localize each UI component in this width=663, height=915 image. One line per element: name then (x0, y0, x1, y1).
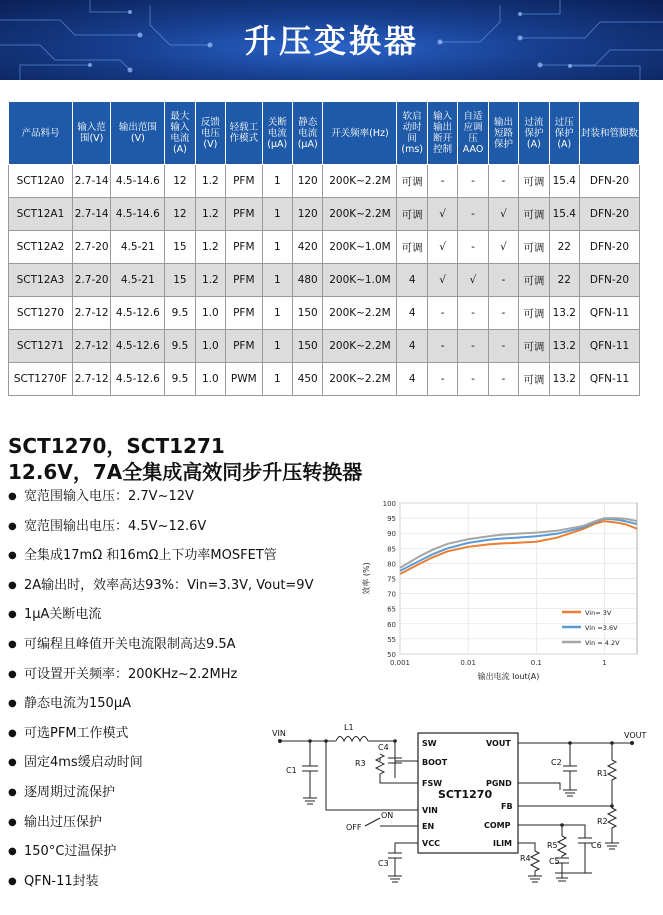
pin-vout: VOUT (486, 739, 511, 748)
bullet-icon: ● (8, 875, 17, 887)
y-tick-label: 85 (387, 545, 396, 554)
table-cell: 4.5-14.6 (111, 198, 165, 231)
table-cell: PFM (226, 264, 263, 297)
y-axis-label: 效率 (%) (362, 562, 371, 595)
table-cell: 15 (165, 264, 195, 297)
table-cell: 2.7-12 (72, 363, 111, 396)
table-cell: 200K~2.2M (323, 297, 397, 330)
table-cell: 2.7-14 (72, 165, 111, 198)
table-header-row (9, 102, 640, 165)
table-cell: 150 (293, 330, 323, 363)
pin-fsw: FSW (422, 779, 443, 788)
table-cell: 9.5 (165, 330, 195, 363)
table-cell: - (427, 297, 457, 330)
bullet-icon: ● (8, 491, 17, 502)
table-cell: SCT12A1 (9, 198, 73, 231)
table-cell: √ (427, 231, 457, 264)
table-cell: 2.7-12 (72, 297, 111, 330)
table-header-cell: 反馈电压(V) (195, 102, 225, 165)
bullet-icon: ● (8, 579, 17, 591)
table-cell: 4.5-21 (111, 231, 165, 264)
table-row (9, 330, 640, 363)
pin-vcc: VCC (422, 839, 440, 848)
feature-text: 输出过压保护 (24, 814, 103, 830)
feature-list (8, 488, 313, 902)
feature-item (8, 784, 313, 814)
table-cell: 4.5-12.6 (111, 297, 165, 330)
table-cell: 1 (262, 231, 292, 264)
table-cell: 480 (293, 264, 323, 297)
banner-title: 升压变换器 (243, 22, 419, 60)
table-cell: 可调 (519, 198, 549, 231)
table-cell: - (458, 231, 488, 264)
table-cell: SCT12A2 (9, 231, 73, 264)
feature-item (8, 725, 313, 755)
table-cell: 可调 (519, 363, 549, 396)
table-cell: 4 (397, 264, 427, 297)
table-cell: 1 (262, 198, 292, 231)
y-tick-label: 55 (387, 635, 396, 644)
vin-label: VIN (272, 729, 286, 738)
table-cell: 4.5-21 (111, 264, 165, 297)
table-cell: - (488, 330, 518, 363)
bullet-icon: ● (8, 757, 17, 769)
table-cell: PWM (226, 363, 263, 396)
c3-label: C3 (378, 859, 389, 868)
table-cell: 可调 (397, 198, 427, 231)
table-cell: 12 (165, 198, 195, 231)
y-tick-label: 95 (387, 515, 396, 524)
feature-text: 2A输出时，效率高达93%：Vin=3.3V, Vout=9V (24, 577, 314, 593)
table-cell: QFN-11 (580, 330, 640, 363)
table-header-cell: 过流保护(A) (519, 102, 549, 165)
table-body (9, 165, 640, 396)
c4-label: C4 (378, 743, 389, 752)
feature-item (8, 547, 313, 577)
feature-item (8, 873, 313, 903)
table-cell: - (488, 264, 518, 297)
table-cell: 200K~2.2M (323, 363, 397, 396)
c2-label: C2 (551, 758, 562, 767)
feature-text: 可选PFM工作模式 (24, 725, 129, 741)
on-label: ON (381, 811, 394, 820)
table-row (9, 198, 640, 231)
table-cell: 9.5 (165, 297, 195, 330)
bullet-icon: ● (8, 638, 17, 650)
table-header-cell: 产品料号 (9, 102, 73, 165)
table-cell: SCT1271 (9, 330, 73, 363)
table-cell: DFN-20 (580, 198, 640, 231)
feature-item (8, 518, 313, 548)
table-cell: - (458, 330, 488, 363)
table-cell: 1.2 (195, 264, 225, 297)
table-cell: 可调 (519, 330, 549, 363)
feature-item (8, 843, 313, 873)
table-cell: 120 (293, 198, 323, 231)
table-cell: 4.5-12.6 (111, 330, 165, 363)
table-cell: 可调 (519, 264, 549, 297)
table-cell: - (458, 165, 488, 198)
table-cell: 4.5-12.6 (111, 363, 165, 396)
bullet-icon: ● (8, 816, 17, 828)
table-cell: 1.0 (195, 330, 225, 363)
application-circuit-diagram (270, 718, 650, 898)
table-header-cell: 过压保护(A) (549, 102, 579, 165)
table-cell: 1.0 (195, 297, 225, 330)
c5-label: C5 (549, 857, 560, 866)
table-cell: 12 (165, 165, 195, 198)
table-cell: √ (427, 264, 457, 297)
bullet-icon: ● (8, 727, 17, 739)
table-row (9, 363, 640, 396)
feature-item (8, 606, 313, 636)
table-cell: 13.2 (549, 363, 579, 396)
x-tick-label: 1 (602, 659, 607, 667)
table-cell: 200K~2.2M (323, 330, 397, 363)
table-cell: √ (488, 231, 518, 264)
table-cell: PFM (226, 231, 263, 264)
table-cell: PFM (226, 297, 263, 330)
table-cell: 可调 (519, 231, 549, 264)
table-header-cell: 输入范围(V) (72, 102, 111, 165)
pin-pgnd: PGND (486, 779, 512, 788)
efficiency-chart (355, 495, 650, 695)
bullet-icon: ● (8, 698, 17, 710)
table-cell: 1.0 (195, 363, 225, 396)
table-cell: QFN-11 (580, 363, 640, 396)
y-tick-label: 80 (387, 560, 396, 569)
table-cell: SCT12A3 (9, 264, 73, 297)
chip-label: SCT1270 (438, 788, 493, 801)
bullet-icon: ● (8, 668, 17, 680)
x-tick-label: 0.1 (530, 659, 542, 667)
feature-text: 150°C过温保护 (24, 844, 117, 860)
table-cell: 2.7-12 (72, 330, 111, 363)
table-cell: 15.4 (549, 165, 579, 198)
table-header-cell: 自适应调压AAO (458, 102, 488, 165)
table-header-cell: 轻载工作模式 (226, 102, 263, 165)
off-label: OFF (346, 823, 362, 832)
table-cell: 1 (262, 165, 292, 198)
x-tick-label: 0.01 (460, 659, 476, 667)
table-header-cell: 输出范围(V) (111, 102, 165, 165)
table-cell: 450 (293, 363, 323, 396)
table-cell: 420 (293, 231, 323, 264)
table-cell: PFM (226, 198, 263, 231)
table-row (9, 231, 640, 264)
table-cell: 4.5-14.6 (111, 165, 165, 198)
r5-label: R5 (547, 841, 558, 850)
bullet-icon: ● (8, 520, 17, 532)
table-cell: 9.5 (165, 363, 195, 396)
bullet-icon: ● (8, 609, 17, 621)
table-cell: 1 (262, 297, 292, 330)
table-cell: 1 (262, 264, 292, 297)
table-header-cell: 静态电流(μA) (293, 102, 323, 165)
feature-item (8, 636, 313, 666)
table-cell: 15.4 (549, 198, 579, 231)
table-row (9, 297, 640, 330)
table-cell: - (488, 363, 518, 396)
table-cell: 1.2 (195, 231, 225, 264)
legend-label: Vin= 3V (585, 609, 612, 617)
bullet-icon: ● (8, 846, 17, 858)
table-cell: 可调 (397, 165, 427, 198)
y-tick-label: 70 (387, 590, 396, 599)
y-tick-label: 65 (387, 605, 396, 614)
x-axis-label: 输出电流 Iout(A) (477, 672, 540, 681)
table-cell: 22 (549, 231, 579, 264)
bullet-icon: ● (8, 550, 17, 562)
y-tick-label: 50 (387, 651, 396, 659)
feature-item (8, 814, 313, 844)
product-spec-table (8, 101, 640, 396)
table-cell: 200K~1.0M (323, 264, 397, 297)
table-cell: SCT12A0 (9, 165, 73, 198)
feature-item (8, 695, 313, 725)
c6-label: C6 (591, 841, 602, 850)
table-cell: √ (458, 264, 488, 297)
table-cell: √ (427, 198, 457, 231)
feature-text: 固定4ms缓启动时间 (24, 755, 143, 771)
feature-item (8, 666, 313, 696)
table-row (9, 165, 640, 198)
table-cell: - (427, 363, 457, 396)
table-cell: 4 (397, 297, 427, 330)
table-header-cell: 软启动时间(ms) (397, 102, 427, 165)
table-cell: DFN-20 (580, 165, 640, 198)
table-cell: 150 (293, 297, 323, 330)
feature-item (8, 754, 313, 784)
table-cell: 13.2 (549, 330, 579, 363)
table-cell: 120 (293, 165, 323, 198)
legend-label: Vin =3.6V (585, 624, 618, 632)
table-cell: 可调 (397, 231, 427, 264)
legend-label: Vin = 4.2V (585, 639, 620, 647)
feature-text: 静态电流为150μA (24, 696, 131, 712)
bullet-icon: ● (8, 786, 17, 798)
x-tick-label: 0.001 (389, 659, 411, 667)
pin-en: EN (422, 822, 435, 831)
table-cell: 可调 (519, 165, 549, 198)
table-header-cell: 开关频率(Hz) (323, 102, 397, 165)
table-cell: 可调 (519, 297, 549, 330)
table-cell: 4 (397, 330, 427, 363)
y-tick-label: 90 (387, 530, 396, 539)
feature-text: 可设置开关频率：200KHz~2.2MHz (24, 666, 238, 682)
table-cell: - (458, 363, 488, 396)
r2-label: R2 (597, 817, 608, 826)
r1-label: R1 (597, 769, 608, 778)
c1-label: C1 (286, 766, 297, 775)
table-cell: - (458, 297, 488, 330)
table-cell: - (427, 165, 457, 198)
table-cell: 2.7-20 (72, 264, 111, 297)
table-header-cell: 关断电流(μA) (262, 102, 292, 165)
inductor-label: L1 (344, 723, 354, 732)
feature-text: 全集成17mΩ 和16mΩ上下功率MOSFET管 (24, 548, 277, 564)
pin-boot: BOOT (422, 758, 448, 767)
table-header-cell: 输入输出断开控制 (427, 102, 457, 165)
table-header-cell: 输出短路保护 (488, 102, 518, 165)
table-cell: - (488, 165, 518, 198)
table-cell: 1 (262, 363, 292, 396)
table-cell: QFN-11 (580, 297, 640, 330)
table-cell: DFN-20 (580, 264, 640, 297)
pin-ilim: ILIM (493, 839, 513, 848)
feature-text: QFN-11封装 (24, 873, 99, 889)
table-cell: 2.7-20 (72, 231, 111, 264)
feature-text: 宽范围输入电压：2.7V~12V (24, 489, 194, 504)
table-cell: 15 (165, 231, 195, 264)
banner (0, 0, 663, 80)
table-cell: 1.2 (195, 198, 225, 231)
table-cell: 200K~2.2M (323, 198, 397, 231)
y-tick-label: 75 (387, 575, 396, 584)
section-title-part-numbers: SCT1270，SCT1271 (8, 434, 225, 458)
table-cell: - (458, 198, 488, 231)
table-cell: - (427, 330, 457, 363)
feature-item (8, 577, 313, 607)
pin-comp: COMP (484, 821, 511, 830)
table-cell: 2.7-14 (72, 198, 111, 231)
section-title-description: 12.6V，7A全集成高效同步升压转换器 (8, 460, 363, 484)
table-cell: PFM (226, 330, 263, 363)
table-cell: 4 (397, 363, 427, 396)
table-cell: 200K~1.0M (323, 231, 397, 264)
feature-text: 可编程且峰值开关电流限制高达9.5A (24, 636, 236, 652)
table-cell: SCT1270F (9, 363, 73, 396)
table-header-cell: 封装和管脚数 (580, 102, 640, 165)
pin-vin: VIN (422, 806, 438, 815)
table-cell: 1 (262, 330, 292, 363)
y-tick-label: 100 (382, 500, 396, 508)
table-cell: 1.2 (195, 165, 225, 198)
r4-label: R4 (520, 854, 531, 863)
feature-text: 1μA关断电流 (24, 607, 102, 623)
table-cell: - (488, 297, 518, 330)
table-header-cell: 最大输入电流(A) (165, 102, 195, 165)
vout-label: VOUT (624, 731, 647, 740)
y-tick-label: 60 (387, 620, 396, 629)
table-cell: 200K~2.2M (323, 165, 397, 198)
r3-label: R3 (355, 759, 366, 768)
table-cell: SCT1270 (9, 297, 73, 330)
feature-item (8, 488, 313, 518)
feature-text: 宽范围输出电压：4.5V~12.6V (24, 518, 207, 534)
table-row (9, 264, 640, 297)
pin-sw: SW (422, 739, 437, 748)
pin-fb: FB (501, 802, 513, 811)
feature-text: 逐周期过流保护 (24, 784, 116, 800)
table-cell: √ (488, 198, 518, 231)
table-cell: DFN-20 (580, 231, 640, 264)
table-cell: 13.2 (549, 297, 579, 330)
table-cell: PFM (226, 165, 263, 198)
table-cell: 22 (549, 264, 579, 297)
